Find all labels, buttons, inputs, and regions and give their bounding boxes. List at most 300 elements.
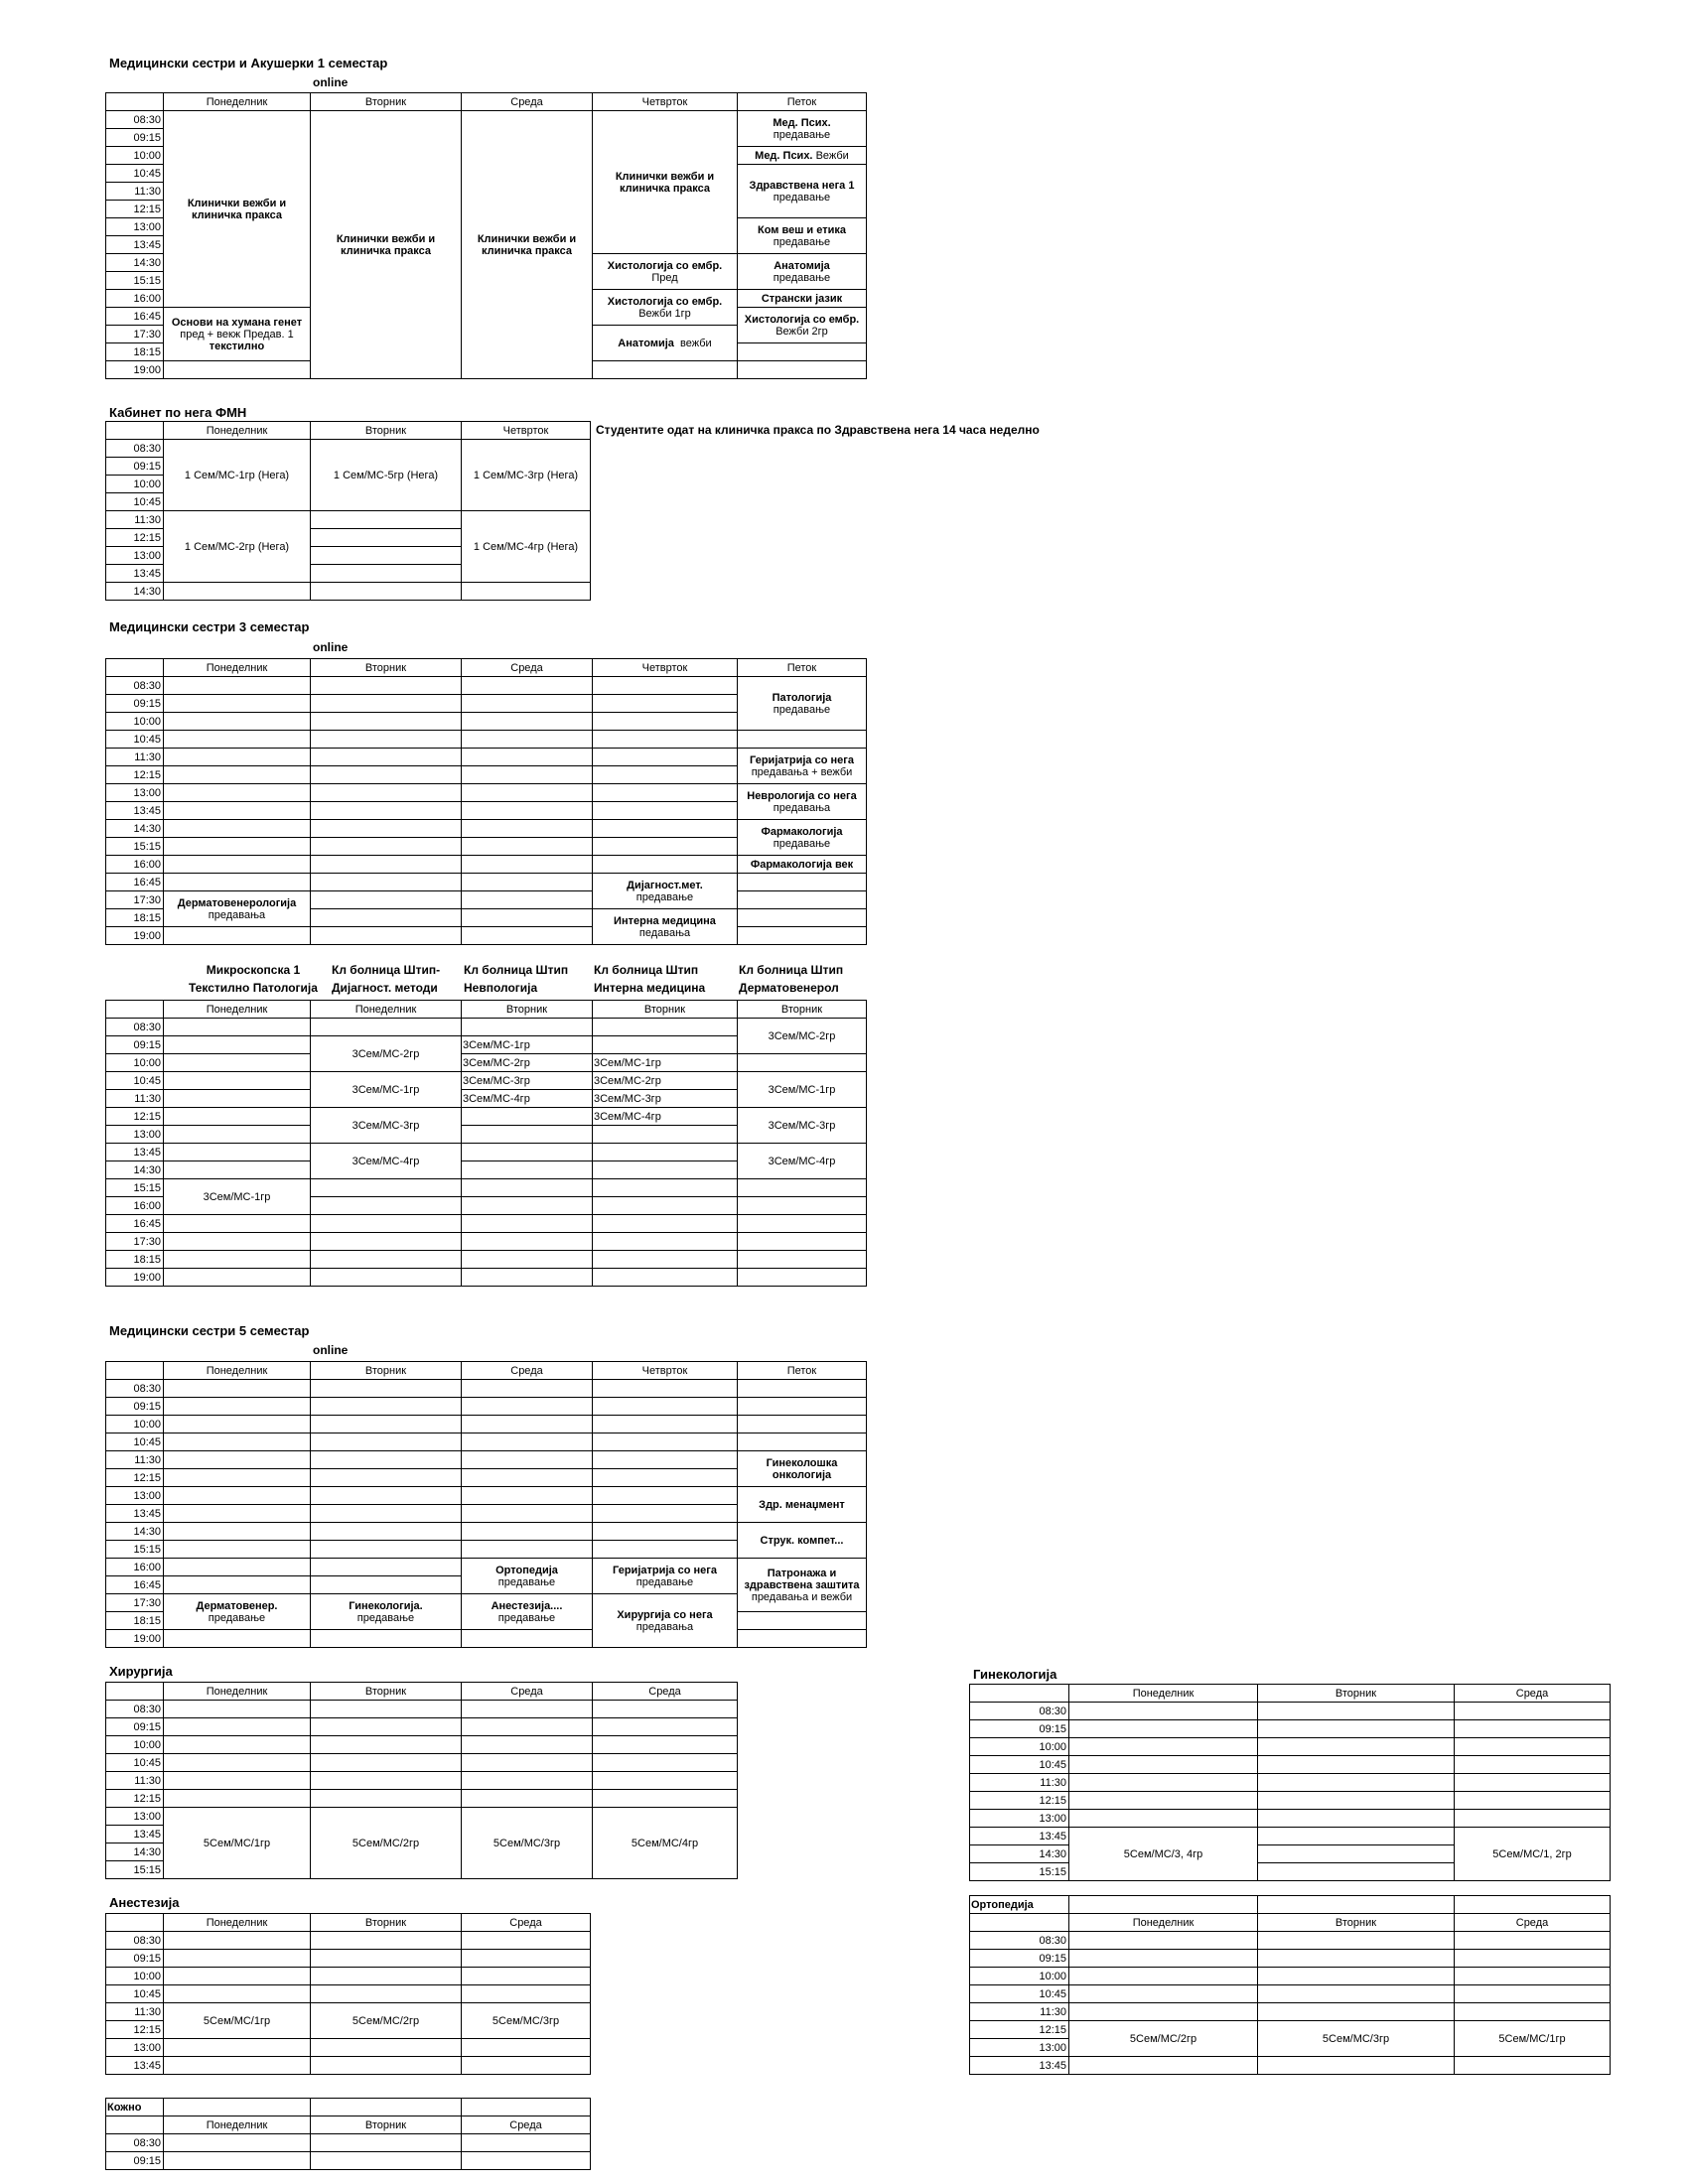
empty-cell (164, 1269, 311, 1287)
empty-cell (462, 2099, 591, 2116)
empty-cell (311, 1469, 462, 1487)
time-cell: 15:15 (106, 1541, 164, 1559)
empty-cell (311, 1754, 462, 1772)
empty-cell (164, 1985, 311, 2003)
empty-cell (738, 1054, 867, 1072)
empty-cell (164, 695, 311, 713)
empty-cell (1455, 1896, 1611, 1914)
empty-cell (311, 820, 462, 838)
corner-cell (106, 2116, 164, 2134)
time-cell: 13:00 (106, 784, 164, 802)
time-cell: 13:00 (106, 547, 164, 565)
empty-cell (164, 784, 311, 802)
time-cell: 12:15 (106, 1108, 164, 1126)
empty-cell (462, 2039, 591, 2057)
empty-cell (164, 1233, 311, 1251)
empty-cell (164, 1630, 311, 1648)
time-cell: 10:45 (970, 1756, 1069, 1774)
time-cell: 13:00 (106, 2039, 164, 2057)
time-cell: 17:30 (106, 1233, 164, 1251)
time-cell: 08:30 (106, 111, 164, 129)
header-row (106, 93, 867, 111)
surgery-c2: 5Сем/МС/2гр (311, 1808, 462, 1879)
empty-cell (311, 565, 462, 583)
empty-cell (1069, 1810, 1258, 1828)
day-header: Вторник (311, 2116, 462, 2134)
empty-cell (593, 766, 738, 784)
empty-cell (311, 1251, 462, 1269)
empty-cell (164, 1559, 311, 1576)
time-cell: 09:15 (106, 1398, 164, 1416)
sec5-title: Медицински сестри 5 семестар (109, 1323, 310, 1338)
time-cell: 12:15 (106, 766, 164, 784)
time-cell: 13:00 (970, 2039, 1069, 2057)
cabinet-thu1: 1 Сем/МС-3гр (Нега) (462, 440, 591, 511)
empty-cell (311, 511, 462, 529)
sec1-thu-hist2: Хистологија со ембр. Вежби 1гр (593, 290, 738, 326)
empty-cell (593, 1215, 738, 1233)
time-cell: 10:45 (106, 1433, 164, 1451)
empty-cell (738, 1416, 867, 1433)
time-cell: 09:15 (106, 129, 164, 147)
time-cell: 16:00 (106, 290, 164, 308)
sec5-fri-str: Струк. компет... (738, 1523, 867, 1559)
cabinet-thu2: 1 Сем/МС-4гр (Нега) (462, 511, 591, 583)
empty-cell (462, 1451, 593, 1469)
empty-cell (311, 2099, 462, 2116)
day-header: Петок (738, 659, 867, 677)
corner-cell (106, 659, 164, 677)
empty-cell (164, 1523, 311, 1541)
empty-cell (738, 1233, 867, 1251)
time-cell: 13:00 (106, 1487, 164, 1505)
empty-cell (738, 1398, 867, 1416)
surgery-title: Хирургија (109, 1664, 173, 1679)
time-cell: 13:45 (970, 2057, 1069, 2075)
empty-cell (593, 1451, 738, 1469)
empty-cell (311, 1576, 462, 1594)
time-cell: 18:15 (106, 1612, 164, 1630)
empty-cell (164, 1019, 311, 1036)
sec5-mon-derm: Дерматовенер. предавање (164, 1594, 311, 1630)
empty-cell (164, 1932, 311, 1950)
sec3-table (105, 658, 867, 945)
empty-cell (1069, 1950, 1258, 1968)
empty-cell (1258, 1985, 1455, 2003)
sec5-thu-hir: Хирургија со нега предавања (593, 1594, 738, 1648)
day-header: Вторник (311, 1914, 462, 1932)
time-cell: 16:00 (106, 856, 164, 874)
empty-cell (1069, 1896, 1258, 1914)
time-cell: 09:15 (106, 1036, 164, 1054)
corner-cell (970, 1685, 1069, 1703)
empty-cell (593, 1161, 738, 1179)
empty-cell (164, 361, 311, 379)
time-cell: 09:15 (106, 2152, 164, 2170)
empty-cell (164, 1090, 311, 1108)
empty-cell (311, 784, 462, 802)
clinic3-b: 3Сем/МС-2гр (462, 1054, 593, 1072)
empty-cell (311, 1559, 462, 1576)
empty-cell (1069, 1968, 1258, 1985)
day-header: Вторник (1258, 1914, 1455, 1932)
time-cell: 08:30 (106, 1380, 164, 1398)
empty-cell (164, 713, 311, 731)
sec1-mon-genet: Основи на хумана генет пред + векж Предав. 1 текстилно (164, 308, 311, 361)
empty-cell (462, 1701, 593, 1718)
empty-cell (1258, 1828, 1455, 1845)
empty-cell (164, 1772, 311, 1790)
day-header: Петок (738, 93, 867, 111)
empty-cell (462, 1144, 593, 1161)
corner-cell (106, 1683, 164, 1701)
empty-cell (164, 927, 311, 945)
time-cell: 08:30 (106, 2134, 164, 2152)
empty-cell (1455, 1792, 1611, 1810)
empty-cell (164, 1036, 311, 1054)
empty-cell (462, 1019, 593, 1036)
empty-cell (462, 1736, 593, 1754)
empty-cell (311, 1398, 462, 1416)
time-cell: 11:30 (106, 2003, 164, 2021)
clinic3-c: 3Сем/МС-3гр (462, 1072, 593, 1090)
sec3-title: Медицински сестри 3 семестар (109, 619, 310, 634)
empty-cell (593, 1269, 738, 1287)
skin-table (105, 2098, 591, 2170)
anest-c2: 5Сем/МС/2гр (311, 2003, 462, 2039)
clinic5-d: 3Сем/МС-4гр (738, 1144, 867, 1179)
corner-cell (106, 1362, 164, 1380)
time-cell: 16:00 (106, 1197, 164, 1215)
sec1-mon-block: Клинички вежби и клиничка пракса (164, 111, 311, 308)
empty-cell (164, 677, 311, 695)
sec1-fri-anat: Анатомија предавање (738, 254, 867, 290)
day-header: Четврток (593, 659, 738, 677)
empty-cell (462, 677, 593, 695)
time-cell: 19:00 (106, 1630, 164, 1648)
time-cell: 19:00 (106, 361, 164, 379)
empty-cell (462, 820, 593, 838)
empty-cell (462, 1108, 593, 1126)
empty-cell (311, 1772, 462, 1790)
empty-cell (462, 891, 593, 909)
empty-cell (1069, 1720, 1258, 1738)
sec1-tue-block: Клинички вежби и клиничка пракса (311, 111, 462, 379)
empty-cell (311, 1487, 462, 1505)
empty-cell (462, 2134, 591, 2152)
empty-cell (462, 1630, 593, 1648)
day-header: Четврток (593, 93, 738, 111)
time-cell: 13:45 (106, 236, 164, 254)
empty-cell (164, 766, 311, 784)
empty-cell (1069, 2057, 1258, 2075)
empty-cell (593, 838, 738, 856)
empty-cell (311, 1505, 462, 1523)
empty-cell (311, 1701, 462, 1718)
empty-cell (462, 1487, 593, 1505)
day-header: Среда (462, 1683, 593, 1701)
empty-cell (1258, 2057, 1455, 2075)
empty-cell (1455, 2003, 1611, 2021)
empty-cell (593, 1144, 738, 1161)
empty-cell (311, 2152, 462, 2170)
empty-cell (164, 874, 311, 891)
empty-cell (164, 856, 311, 874)
empty-cell (462, 784, 593, 802)
clinics3-table (105, 1000, 867, 1287)
sec3-mon-derm: Дерматовенерологија предавања (164, 891, 311, 927)
time-cell: 12:15 (106, 201, 164, 218)
time-cell: 10:00 (106, 1416, 164, 1433)
empty-cell (738, 1269, 867, 1287)
empty-cell (462, 1932, 591, 1950)
time-cell: 17:30 (106, 326, 164, 343)
empty-cell (593, 1036, 738, 1054)
empty-cell (738, 1215, 867, 1233)
empty-cell (462, 731, 593, 749)
empty-cell (311, 2134, 462, 2152)
empty-cell (311, 1790, 462, 1808)
time-cell: 10:45 (106, 731, 164, 749)
empty-cell (462, 909, 593, 927)
empty-cell (311, 1433, 462, 1451)
clinic5-a: 3Сем/МС-2гр (738, 1019, 867, 1054)
sec1-fri-psih2: Мед. Псих. Вежби (738, 147, 867, 165)
day-header: Понеделник (164, 1362, 311, 1380)
time-cell: 08:30 (106, 1701, 164, 1718)
empty-cell (738, 1433, 867, 1451)
empty-cell (1455, 2057, 1611, 2075)
corner-cell (106, 93, 164, 111)
time-cell: 17:30 (106, 891, 164, 909)
time-cell: 10:45 (106, 1985, 164, 2003)
sec5-online: online (313, 1343, 349, 1357)
time-cell: 10:00 (970, 1738, 1069, 1756)
clinic2-a: 3Сем/МС-2гр (311, 1036, 462, 1072)
empty-cell (593, 1772, 738, 1790)
empty-cell (1258, 1845, 1455, 1863)
empty-cell (593, 820, 738, 838)
empty-cell (462, 1215, 593, 1233)
empty-cell (462, 2152, 591, 2170)
empty-cell (311, 695, 462, 713)
time-cell: 12:15 (106, 529, 164, 547)
time-cell: 11:30 (106, 1451, 164, 1469)
clinic-head-4: Кл болница Штип Интерна медицина (594, 963, 706, 995)
empty-cell (593, 677, 738, 695)
empty-cell (311, 1985, 462, 2003)
time-cell: 13:00 (106, 1808, 164, 1826)
empty-cell (164, 1541, 311, 1559)
empty-cell (311, 1416, 462, 1433)
empty-cell (462, 2057, 591, 2075)
sec1-thu-hist1: Хистологија со ембр. Пред (593, 254, 738, 290)
empty-cell (311, 1215, 462, 1233)
sec5-tue-gin: Гинекологија. предавање (311, 1594, 462, 1630)
empty-cell (164, 1576, 311, 1594)
day-header: Среда (1455, 1685, 1611, 1703)
time-cell: 11:30 (106, 749, 164, 766)
empty-cell (311, 1541, 462, 1559)
empty-cell (1258, 1863, 1455, 1881)
empty-cell (462, 695, 593, 713)
empty-cell (1069, 2003, 1258, 2021)
empty-cell (311, 1950, 462, 1968)
empty-cell (164, 1126, 311, 1144)
empty-cell (462, 1433, 593, 1451)
day-header: Четврток (593, 1362, 738, 1380)
empty-cell (462, 1126, 593, 1144)
empty-cell (1258, 1774, 1455, 1792)
cabinet-note: Студентите одат на клиничка пракса по Здравствена нега 14 часа неделно (596, 423, 1040, 437)
empty-cell (593, 1019, 738, 1036)
sec1-table (105, 92, 867, 379)
skin-title: Кожно (106, 2099, 164, 2116)
empty-cell (593, 1416, 738, 1433)
sec3-thu-dij: Дијагност.мет. предавање (593, 874, 738, 909)
empty-cell (164, 2039, 311, 2057)
empty-cell (311, 856, 462, 874)
day-header: Вторник (311, 93, 462, 111)
clinic4-c: 3Сем/МС-3гр (593, 1090, 738, 1108)
empty-cell (1258, 1810, 1455, 1828)
empty-cell (738, 927, 867, 945)
empty-cell (462, 927, 593, 945)
empty-cell (738, 891, 867, 909)
time-cell: 09:15 (106, 695, 164, 713)
sec1-fri-kom: Ком веш и етика предавање (738, 218, 867, 254)
time-cell: 10:00 (970, 1968, 1069, 1985)
sec3-online: online (313, 640, 349, 654)
time-cell: 13:45 (106, 2057, 164, 2075)
empty-cell (738, 1630, 867, 1648)
empty-cell (311, 677, 462, 695)
day-header: Петок (738, 1362, 867, 1380)
empty-cell (593, 1701, 738, 1718)
day-header: Среда (462, 93, 593, 111)
empty-cell (1258, 1756, 1455, 1774)
clinic-head-2: Кл болница Штип- Дијагност. методи (332, 963, 441, 995)
empty-cell (462, 1541, 593, 1559)
empty-cell (1069, 1703, 1258, 1720)
gyn-title: Гинекологија (973, 1667, 1057, 1682)
empty-cell (1258, 1896, 1455, 1914)
day-header: Понеделник (311, 1001, 462, 1019)
empty-cell (1455, 1950, 1611, 1968)
empty-cell (311, 838, 462, 856)
empty-cell (164, 1487, 311, 1505)
empty-cell (738, 343, 867, 361)
clinic5-c: 3Сем/МС-3гр (738, 1108, 867, 1144)
day-header: Среда (1455, 1914, 1611, 1932)
empty-cell (311, 583, 462, 601)
time-cell: 18:15 (106, 343, 164, 361)
empty-cell (1258, 1968, 1455, 1985)
empty-cell (1455, 1720, 1611, 1738)
day-header: Среда (462, 659, 593, 677)
sec1-fri-jazik: Странски јазик (738, 290, 867, 308)
time-cell: 13:00 (106, 218, 164, 236)
ortho-c3: 5Сем/МС/1гр (1455, 2021, 1611, 2057)
anest-c1: 5Сем/МС/1гр (164, 2003, 311, 2039)
empty-cell (593, 361, 738, 379)
empty-cell (1455, 1968, 1611, 1985)
clinic-head-3: Кл болница Штип Невпологија (464, 963, 569, 995)
empty-cell (462, 1398, 593, 1416)
sec1-wed-block: Клинички вежби и клиничка пракса (462, 111, 593, 379)
empty-cell (1258, 1703, 1455, 1720)
clinic1-a: 3Сем/МС-1гр (164, 1179, 311, 1215)
sec3-fri-nev: Неврологија со нега предавања (738, 784, 867, 820)
empty-cell (593, 784, 738, 802)
time-cell: 13:45 (106, 1826, 164, 1843)
empty-cell (593, 1541, 738, 1559)
empty-cell (462, 1772, 593, 1790)
empty-cell (164, 1161, 311, 1179)
time-cell: 16:45 (106, 874, 164, 891)
sec1-fri-hist: Хистологија со ембр. Вежби 2гр (738, 308, 867, 343)
day-header: Вторник (311, 1362, 462, 1380)
sec5-fri-men: Здр. менаџмент (738, 1487, 867, 1523)
empty-cell (1069, 1932, 1258, 1950)
empty-cell (593, 1126, 738, 1144)
empty-cell (462, 1269, 593, 1287)
empty-cell (462, 1985, 591, 2003)
empty-cell (311, 766, 462, 784)
time-cell: 13:45 (106, 1144, 164, 1161)
day-header: Понеделник (1069, 1914, 1258, 1932)
empty-cell (462, 583, 591, 601)
empty-cell (1455, 1756, 1611, 1774)
empty-cell (738, 731, 867, 749)
empty-cell (1455, 1985, 1611, 2003)
time-cell: 15:15 (970, 1863, 1069, 1881)
empty-cell (164, 1790, 311, 1808)
sec5-table (105, 1361, 867, 1648)
empty-cell (1069, 1738, 1258, 1756)
empty-cell (311, 1736, 462, 1754)
empty-cell (738, 874, 867, 891)
sec3-fri-farm: Фармакологија предавање (738, 820, 867, 856)
time-cell: 17:30 (106, 1594, 164, 1612)
empty-cell (164, 1754, 311, 1772)
time-cell: 10:00 (106, 713, 164, 731)
time-cell: 13:45 (106, 1505, 164, 1523)
day-header: Вторник (462, 1001, 593, 1019)
day-header: Понеделник (164, 2116, 311, 2134)
empty-cell (311, 2057, 462, 2075)
empty-cell (1455, 1703, 1611, 1720)
time-cell: 12:15 (106, 1469, 164, 1487)
clinic3-a: 3Сем/МС-1гр (462, 1036, 593, 1054)
time-cell: 10:45 (970, 1985, 1069, 2003)
empty-cell (593, 1523, 738, 1541)
surgery-c1: 5Сем/МС/1гр (164, 1808, 311, 1879)
empty-cell (311, 1630, 462, 1648)
time-cell: 11:30 (970, 1774, 1069, 1792)
empty-cell (593, 1718, 738, 1736)
empty-cell (164, 1701, 311, 1718)
day-header: Вторник (593, 1001, 738, 1019)
empty-cell (1069, 1756, 1258, 1774)
empty-cell (462, 1469, 593, 1487)
time-cell: 08:30 (106, 677, 164, 695)
time-cell: 12:15 (970, 2021, 1069, 2039)
day-header: Среда (462, 2116, 591, 2134)
empty-cell (164, 1416, 311, 1433)
empty-cell (164, 1968, 311, 1985)
time-cell: 14:30 (970, 1845, 1069, 1863)
